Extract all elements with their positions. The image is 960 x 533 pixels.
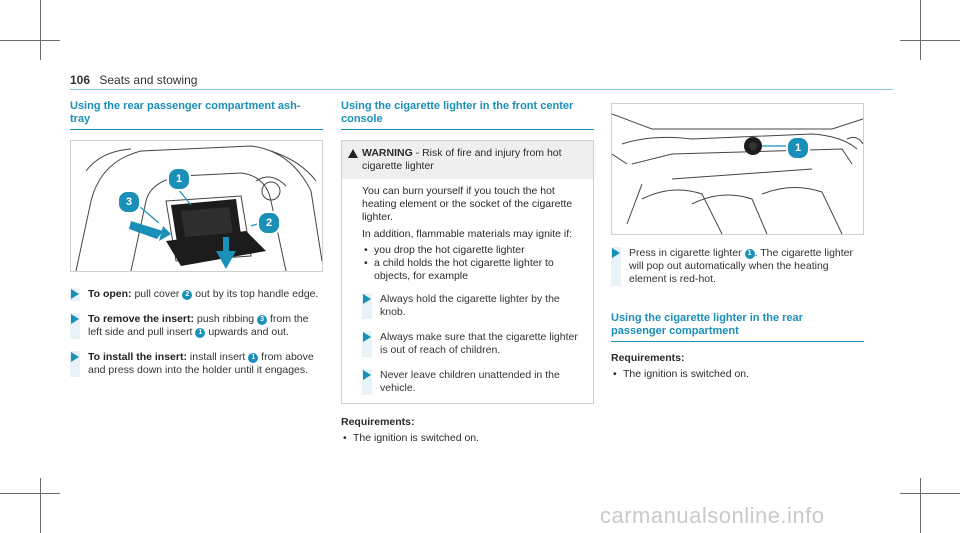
- section-heading: Using the cigarette lighter in the rear passenger compartment: [611, 312, 803, 337]
- crop-mark: [0, 493, 60, 494]
- column-rear-lighter: [611, 103, 864, 381]
- ref-number: 1: [195, 328, 205, 338]
- step-press-lighter: Press in cigarette lighter 1 . The cigarette lighter will pop out automatically when the heating element is red-hot.: [611, 247, 864, 286]
- crop-mark: [900, 493, 960, 494]
- column-ashtray: [70, 100, 323, 389]
- step-remove-insert: To remove the insert: push ribbing 3 from the left side and pull insert 1 upwards and out.: [70, 313, 323, 339]
- running-header: [70, 73, 197, 87]
- column-front-lighter: [341, 100, 594, 445]
- callout-2: 2: [257, 211, 281, 235]
- callout-3: 3: [117, 190, 141, 214]
- step-arrow-icon: [71, 289, 79, 299]
- heading-rule: [611, 341, 864, 342]
- callout-1: 1: [167, 167, 191, 191]
- ref-number: 1: [745, 249, 755, 259]
- crop-mark: [920, 478, 921, 533]
- crop-mark: [0, 40, 60, 41]
- requirements-heading: Requirements:: [341, 416, 415, 428]
- requirements-heading: Requirements:: [611, 352, 685, 364]
- step-arrow-icon: [363, 294, 371, 304]
- step-arrow-icon: [612, 248, 620, 258]
- warning-body: [342, 179, 593, 403]
- warning-icon: [348, 149, 358, 158]
- ref-number: 3: [257, 315, 267, 325]
- header-rule: [70, 89, 893, 90]
- ashtray-figure: [70, 140, 323, 272]
- warning-step: Always make sure that the cigarette lighter is out of reach of children.: [362, 331, 583, 357]
- step-install-insert: To install the insert: install insert 1 from above and press down into the holder until it engages.: [70, 351, 323, 377]
- warning-title: WARNING - Risk of fire and injury from hot cigarette lighter: [342, 141, 593, 179]
- crop-mark: [900, 40, 960, 41]
- lighter-figure: [611, 103, 864, 235]
- heading-rule: [341, 129, 594, 130]
- section-heading: Using the cigarette lighter in the front center console: [341, 100, 574, 125]
- ref-number: 2: [182, 290, 192, 300]
- warning-text: You can burn yourself if you touch the hot heating element or the socket of the cigarette lighter.: [362, 185, 573, 223]
- warning-box: [341, 140, 594, 404]
- crop-mark: [40, 0, 41, 60]
- warning-step: Always hold the cigarette lighter by the knob.: [362, 293, 583, 319]
- step-arrow-icon: [71, 352, 79, 362]
- step-arrow-icon: [363, 332, 371, 342]
- callout-1: 1: [786, 136, 810, 160]
- crop-mark: [920, 0, 921, 60]
- ref-number: 1: [248, 353, 258, 363]
- warning-step: Never leave children unattended in the vehicle.: [362, 369, 583, 395]
- lighter-illustration: [612, 104, 863, 234]
- step-arrow-icon: [363, 370, 371, 380]
- crop-mark: [40, 478, 41, 533]
- list-item: • you drop the hot cigarette lighter: [362, 244, 583, 257]
- ashtray-illustration: [71, 141, 322, 271]
- section-heading: Using the rear passenger compartment ash- tray: [70, 100, 301, 125]
- step-arrow-icon: [71, 314, 79, 324]
- requirement-item: • The ignition is switched on.: [611, 368, 864, 381]
- watermark: carmanualsonline.info: [600, 503, 825, 528]
- warning-text: In addition, flammable materials may ignite if:: [362, 228, 573, 240]
- requirement-item: • The ignition is switched on.: [341, 432, 594, 445]
- step-open: To open: pull cover 2 out by its top handle edge.: [70, 288, 323, 301]
- page-number: 106: [70, 73, 91, 87]
- list-item: • a child holds the hot cigarette lighter to objects, for example: [362, 257, 583, 283]
- heading-rule: [70, 129, 323, 130]
- section-title: Seats and stowing: [99, 73, 198, 87]
